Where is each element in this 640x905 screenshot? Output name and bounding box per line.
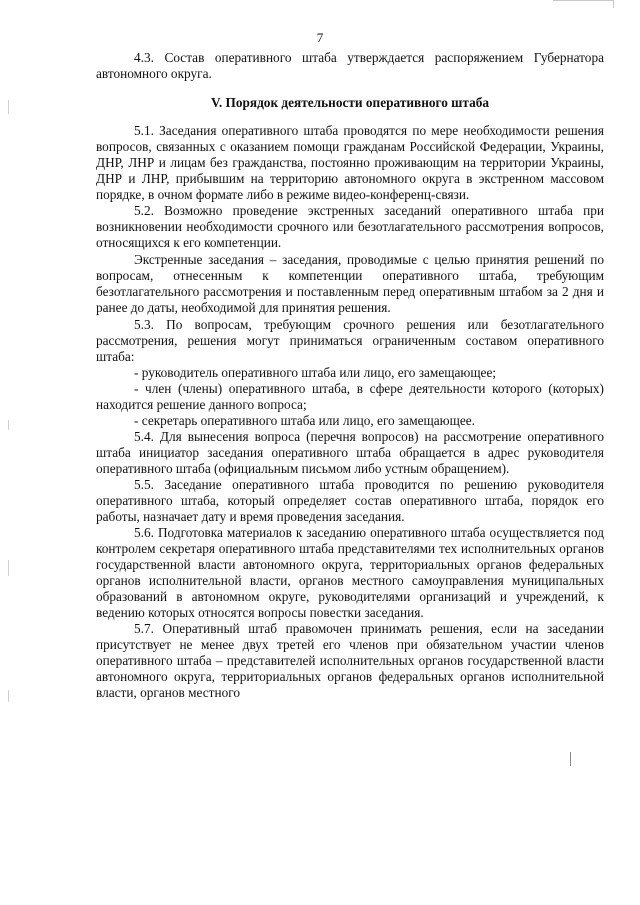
list-item-head: - руководитель оперативного штаба или лицо, его замещающее; [134, 365, 497, 380]
scan-edge-mark [8, 560, 9, 576]
list-item-members: - член (члены) оперативного штаба, в сфере деятельности которого (которых) находится решение данного вопроса; [96, 381, 604, 412]
paragraph-5-3: 5.3. По вопросам, требующим срочного решения или безотлагательного рассмотрения, решения могут приниматься ограниченным составом оперативного штаба: [96, 317, 604, 364]
list-item-secretary: - секретарь оперативного штаба или лицо, его замещающее. [134, 413, 475, 428]
paragraph-5-1: 5.1. Заседания оперативного штаба проводятся по мере необходимости решения вопросов, связанных с оказанием помощи гражданам Российской Федерации, Украины, ДНР, ЛНР и лицам без гражданства, постоянно проживающим на территории Украины, ДНР и ЛНР, прибывшим на территорию автономного округа в экстренном массовом порядке, в очном формате либо в режиме видео-конференц-связи. [96, 123, 604, 202]
scan-corner-mark [553, 0, 614, 8]
paragraph-5-7: 5.7. Оперативный штаб правомочен принимать решения, если на заседании присутствует не менее двух третей его членов при обязательном участии членов оперативного штаба – представителей исполнительных органов государственной власти автономного округа, территориальных органов федеральных органов исполнительной власти, органов местного [96, 621, 604, 700]
paragraph-4-3: 4.3. Состав оперативного штаба утверждается распоряжением Губернатора автономного округа. [96, 50, 604, 81]
scan-edge-mark [8, 100, 9, 114]
paragraph-5-4: 5.4. Для вынесения вопроса (перечня вопросов) на рассмотрение оперативного штаба инициатор заседания оперативного штаба обращается в адрес руководителя оперативного штаба (официальным письмом либо устным обращением). [96, 429, 604, 476]
paragraph-5-2: 5.2. Возможно проведение экстренных заседаний оперативного штаба при возникновении необходимости срочного или безотлагательного рассмотрения вопросов, относящихся к его компетенции. [96, 203, 604, 250]
scan-edge-mark [8, 690, 9, 702]
paragraph-emergency-meetings: Экстренные заседания – заседания, проводимые с целью принятия решений по вопросам, отнесенным к компетенции оперативного штаба, требующим безотлагательного рассмотрения и поставленным перед оперативным штабом за 2 дня и ранее до даты, необходимой для принятия решения. [96, 252, 604, 315]
paragraph-5-5: 5.5. Заседание оперативного штаба проводится по решению руководителя оперативного штаба, который определяет состав оперативного штаба, порядок его работы, назначает дату и время проведения заседания. [96, 477, 604, 524]
document-body [96, 50, 604, 701]
section-heading: V. Порядок деятельности оперативного штаба [210, 95, 490, 110]
scan-edge-mark [8, 420, 9, 430]
scan-artifact-mark [570, 752, 571, 766]
page-number: 7 [316, 30, 324, 45]
paragraph-5-6: 5.6. Подготовка материалов к заседанию оперативного штаба осуществляется под контролем секретаря оперативного штаба представителями тех исполнительных органов государственной власти автономного округа, территориальных органов федеральных органов исполнительной власти, органов местного самоуправления муниципальных образований в автономном округе, руководителями организаций и учреждений, к ведению которых относятся вопросы повестки заседания. [96, 525, 604, 620]
